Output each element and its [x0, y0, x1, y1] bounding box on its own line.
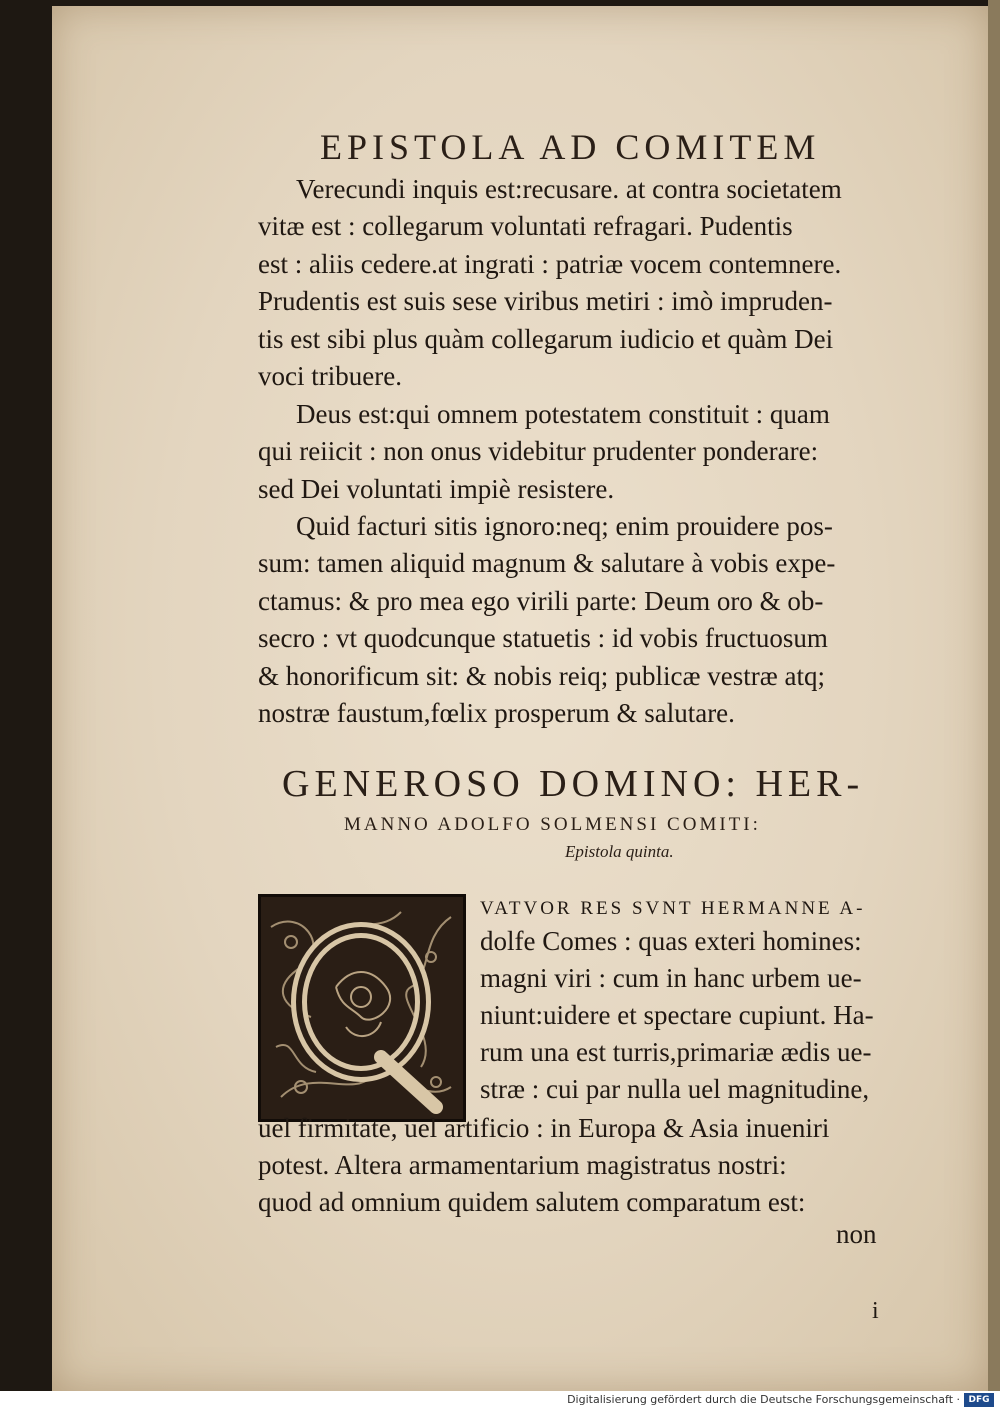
signature-mark: i	[872, 1298, 879, 1324]
letter-heading-line-2: MANNO ADOLFO SOLMENSI COMITI:	[344, 814, 761, 835]
paragraph-1	[258, 171, 958, 395]
footer-bar	[0, 1391, 1000, 1411]
footer-credit: Digitalisierung gefördert durch die Deutsche Forschungsgemeinschaft ·	[567, 1393, 960, 1406]
text-line: ctamus: & pro mea ego virili parte: Deum oro & ob-	[258, 585, 824, 616]
letter-heading-line-1: GENEROSO DOMINO: HER-	[282, 763, 865, 805]
text-line: Deus est:qui omnem potestatem constituit : quam	[296, 399, 830, 429]
text-line: dolfe Comes : quas exteri homines:	[480, 926, 862, 956]
letter-heading-line-3: Epistola quinta.	[565, 842, 674, 861]
text-line: stræ : cui par nulla uel magnitudine,	[480, 1074, 870, 1104]
text-line: Quid facturi sitis ignoro:neq; enim prouidere pos-	[296, 511, 833, 541]
text-line: est : aliis cedere.at ingrati : patriæ vocem contemnere.	[258, 248, 842, 279]
dfg-logo-icon: DFG	[964, 1393, 994, 1407]
text-line: rum una est turris,primariæ ædis ue-	[480, 1037, 872, 1067]
letter-dropcap-block	[480, 923, 960, 1108]
text-line: quod ad omnium quidem salutem comparatum est:	[258, 1187, 806, 1217]
text-line: sed Dei voluntati impiè resistere.	[258, 473, 615, 504]
text-line: voci tribuere.	[258, 361, 402, 392]
text-line: tis est sibi plus quàm collegarum iudicio et quàm Dei	[258, 323, 834, 354]
page-edge	[988, 0, 1000, 1391]
text-line: nostræ faustum,fœlix prosperum & salutare.	[258, 698, 735, 729]
text-line: sum: tamen aliquid magnum & salutare à vobis expe-	[258, 548, 836, 579]
paragraph-3	[258, 508, 958, 732]
text-line: secro : vt quodcunque statuetis : id vobis fructuosum	[258, 623, 828, 654]
text-line: potest. Altera armamentarium magistratus nostri:	[258, 1150, 787, 1180]
text-line: qui reiicit : non onus videbitur prudenter ponderare:	[258, 436, 819, 467]
paragraph-2	[258, 396, 958, 508]
text-line: niunt:uidere et spectare cupiunt. Ha-	[480, 1000, 874, 1030]
text-line: vitæ est : collegarum voluntati refragari. Pudentis	[258, 211, 793, 242]
text-line: Prudentis est suis sese viribus metiri : imò impruden-	[258, 286, 833, 317]
text-line: magni viri : cum in hanc urbem ue-	[480, 963, 862, 993]
text-line: & honorificum sit: & nobis reiq; publicæ vestræ atq;	[258, 660, 825, 691]
running-head: EPISTOLA AD COMITEM	[320, 127, 821, 167]
letter-body	[258, 1110, 958, 1221]
catchword: non	[836, 1219, 877, 1249]
text-line: Verecundi inquis est:recusare. at contra societatem	[296, 174, 842, 204]
letter-first-line: VATVOR RES SVNT HERMANNE A-	[480, 898, 866, 919]
decorated-initial-Q-icon	[258, 894, 466, 1122]
text-line: uel firmitate, uel artificio : in Europa & Asia inueniri	[258, 1113, 830, 1143]
